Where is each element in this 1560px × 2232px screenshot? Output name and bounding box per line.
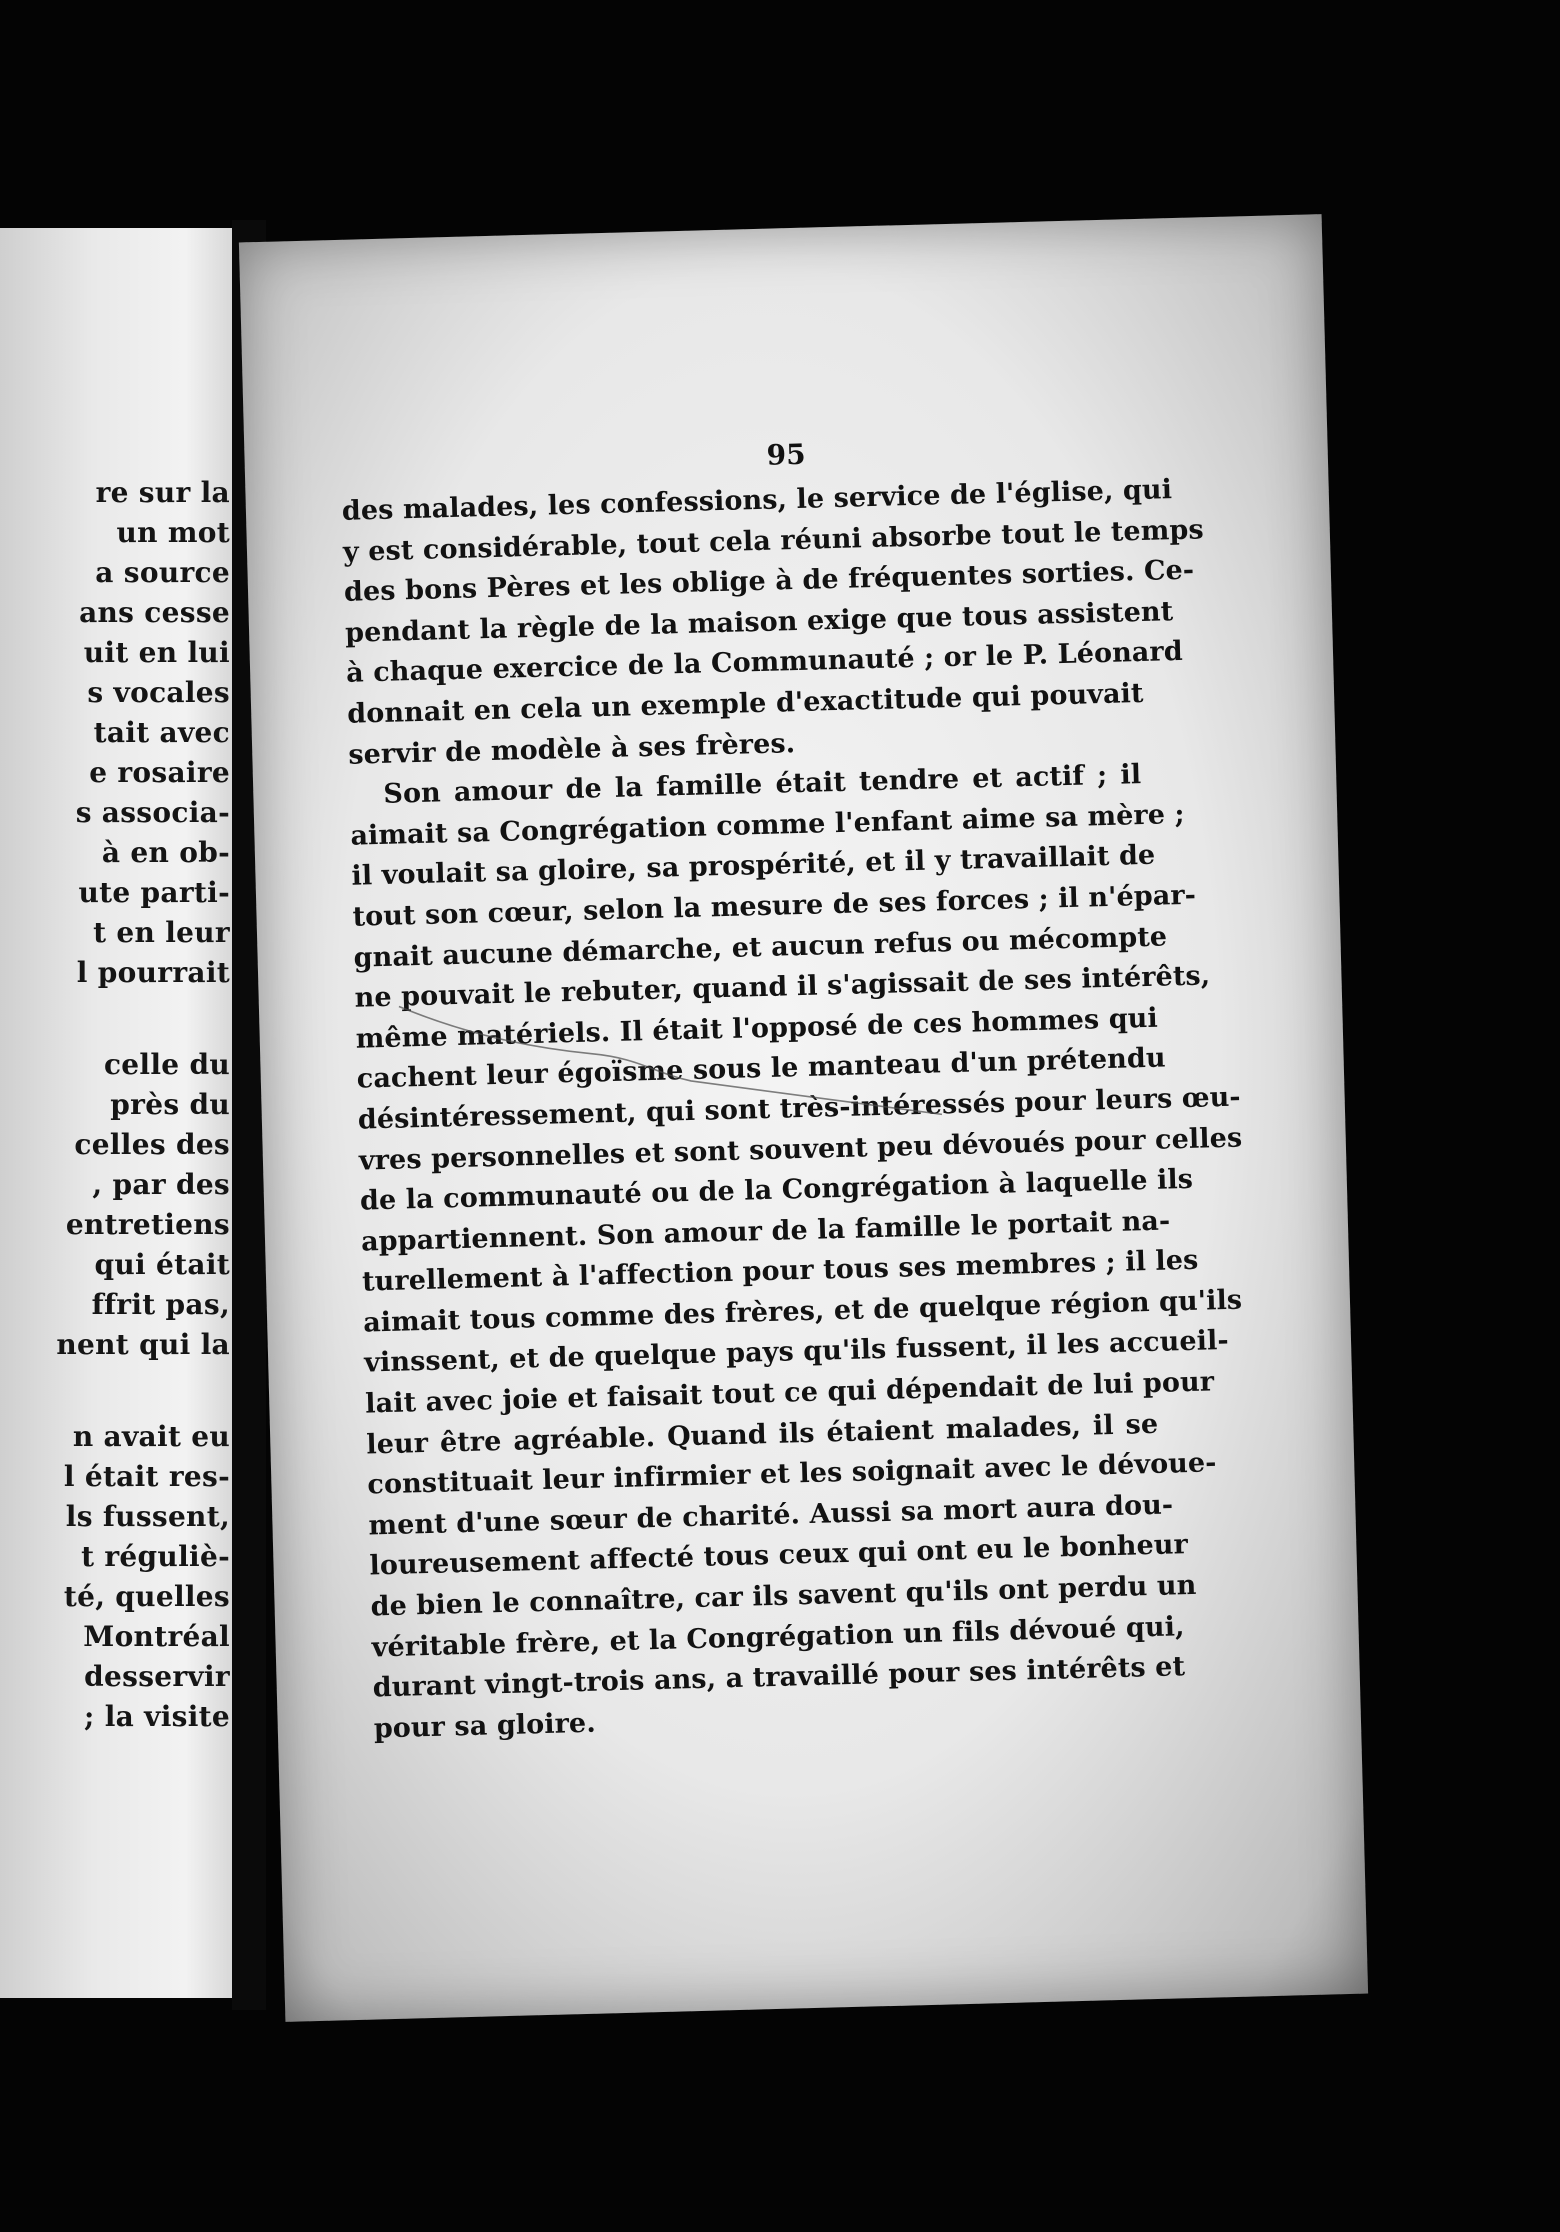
text-line: vinssent, et de quelque pays qu'ils fussent, il les accueil- bbox=[363, 1325, 1230, 1380]
text-line: des bons Pères et les oblige à de fréquentes sorties. Ce- bbox=[343, 554, 1195, 609]
text-line: désintéressement, qui sont très-intéressés pour leurs œu- bbox=[357, 1081, 1242, 1136]
text-line: appartiennent. Son amour de la famille le portait na- bbox=[360, 1205, 1171, 1258]
text-line: même matériels. Il était l'opposé de ces hommes qui bbox=[355, 1002, 1159, 1055]
right-page bbox=[239, 214, 1368, 2022]
text-line: Son amour de la famille était tendre et actif ; il bbox=[382, 759, 1142, 811]
text-line: pour sa gloire. bbox=[373, 1707, 597, 1745]
text-line: ne pouvait le rebuter, quand il s'agissait de ses intérêts, bbox=[354, 960, 1211, 1014]
text-line: lait avec joie et faisait tout ce qui dépendait de lui pour bbox=[364, 1366, 1215, 1420]
left-page-line: uit en lui bbox=[83, 636, 230, 669]
text-line: cachent leur égoïsme sous le manteau d'un prétendu bbox=[356, 1042, 1167, 1095]
left-page-line: à en ob- bbox=[101, 836, 230, 869]
left-page-text bbox=[0, 473, 230, 1737]
text-line: donnait en cela un exemple d'exactitude qui pouvait bbox=[346, 677, 1144, 730]
left-page bbox=[0, 228, 232, 1998]
text-line: vres personnelles et sont souvent peu dévoués pour celles bbox=[358, 1122, 1243, 1177]
left-page-line: n avait eu bbox=[72, 1420, 230, 1453]
left-page-line: l était res- bbox=[63, 1460, 230, 1493]
left-page-line: celle du bbox=[103, 1048, 230, 1081]
text-line: des malades, les confessions, le service de l'église, qui bbox=[341, 474, 1173, 527]
text-line: servir de modèle à ses frères. bbox=[347, 727, 796, 771]
left-page-line: re sur la bbox=[95, 476, 230, 509]
left-page-line: ans cesse bbox=[79, 596, 230, 629]
text-line: gnait aucune démarche, et aucun refus ou mécompte bbox=[353, 920, 1168, 974]
text-line: leur être agréable. Quand ils étaient malades, il se bbox=[365, 1408, 1159, 1461]
text-line: durant vingt-trois ans, a travaillé pour ses intérêts et bbox=[372, 1651, 1186, 1704]
left-page-line: s associa- bbox=[75, 796, 230, 829]
text-line: turellement à l'affection pour tous ses membres ; il les bbox=[361, 1244, 1199, 1298]
text-line: tout son cœur, selon la mesure de ses forces ; il n'épar- bbox=[352, 879, 1197, 933]
text-line: pendant la règle de la maison exige que tous assistent bbox=[344, 595, 1174, 649]
text-line: de la communauté ou de la Congrégation à laquelle ils bbox=[359, 1163, 1194, 1217]
text-line: aimait tous comme des frères, et de quelque région qu'ils bbox=[362, 1284, 1243, 1339]
text-line: loureusement affecté tous ceux qui ont eu le bonheur bbox=[369, 1529, 1189, 1582]
left-page-line: ffrit pas, bbox=[91, 1288, 230, 1321]
left-page-line: qui était bbox=[94, 1248, 230, 1281]
text-line: véritable frère, et la Congrégation un fils dévoué qui, bbox=[371, 1610, 1185, 1664]
text-line: à chaque exercice de la Communauté ; or le P. Léonard bbox=[345, 636, 1184, 690]
left-page-line: entretiens bbox=[65, 1208, 230, 1241]
left-page-line: t en leur bbox=[93, 916, 230, 949]
text-line: il voulait sa gloire, sa prospérité, et il y travaillait de bbox=[351, 840, 1156, 893]
left-page-line: , par des bbox=[92, 1168, 230, 1201]
left-page-line: ; la visite bbox=[84, 1700, 230, 1733]
left-page-line: l pourrait bbox=[76, 956, 230, 989]
left-page-line: ls fussent, bbox=[65, 1500, 230, 1533]
left-page-line: desservir bbox=[84, 1660, 230, 1693]
text-line: y est considérable, tout cela réuni absorbe tout le temps bbox=[342, 513, 1205, 568]
text-line: ment d'une sœur de charité. Aussi sa mort aura dou- bbox=[368, 1489, 1174, 1542]
left-page-line: un mot bbox=[116, 516, 230, 549]
text-line: aimait sa Congrégation comme l'enfant aime sa mère ; bbox=[350, 798, 1186, 852]
left-page-gap bbox=[0, 1365, 230, 1417]
text-line: de bien le connaître, car ils savent qu'ils ont perdu un bbox=[370, 1569, 1197, 1623]
text-line: constituait leur infirmier et les soignait avec le dévoue- bbox=[367, 1447, 1217, 1501]
left-page-line: s vocales bbox=[87, 676, 230, 709]
left-page-line: celles des bbox=[74, 1128, 230, 1161]
body-text bbox=[341, 471, 1243, 1750]
left-page-line: a source bbox=[95, 556, 230, 589]
page-number: 95 bbox=[766, 437, 807, 472]
left-page-line: nent qui la bbox=[56, 1328, 230, 1361]
left-page-line: Montréal bbox=[83, 1620, 230, 1653]
left-page-gap bbox=[0, 993, 230, 1045]
left-page-line: té, quelles bbox=[63, 1580, 230, 1613]
left-page-line: t réguliè- bbox=[81, 1540, 230, 1573]
left-page-line: tait avec bbox=[93, 716, 230, 749]
left-page-line: ute parti- bbox=[78, 876, 230, 909]
left-page-line: e rosaire bbox=[89, 756, 230, 789]
left-page-line: près du bbox=[110, 1088, 230, 1121]
